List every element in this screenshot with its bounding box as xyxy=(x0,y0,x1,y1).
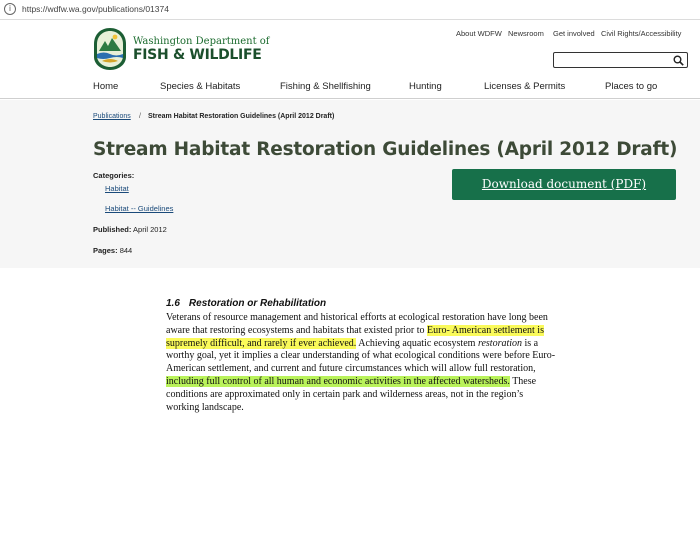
text-run: American settlement, and current and future circumstances which will allow full restoration, xyxy=(166,363,536,375)
nav-licenses-permits[interactable]: Licenses & Permits xyxy=(484,81,566,92)
section-heading xyxy=(166,298,326,309)
site-logo[interactable] xyxy=(93,27,270,73)
pages-info xyxy=(93,246,132,255)
page-title: Stream Habitat Restoration Guidelines (April 2012 Draft) xyxy=(93,139,678,160)
site-info-icon[interactable]: i xyxy=(4,3,16,15)
section-title: Restoration or Rehabilitation xyxy=(188,298,327,309)
util-link-get-involved[interactable]: Get involved xyxy=(553,29,595,38)
breadcrumb-separator: / xyxy=(139,113,141,120)
text-run: conditions are approximated only in certain park and wilderness areas, not in the region’s xyxy=(166,388,524,400)
published-value: April 2012 xyxy=(133,225,167,234)
site-header xyxy=(0,20,700,99)
text-run: working landscape. xyxy=(166,401,244,413)
document-line xyxy=(166,363,588,376)
nav-places-to-go[interactable]: Places to go xyxy=(605,81,658,92)
document-line xyxy=(166,350,588,363)
nav-hunting[interactable]: Hunting xyxy=(409,81,442,92)
highlight-yellow: supremely difficult, and rarely if ever achieved. xyxy=(166,337,357,349)
document-line xyxy=(166,325,588,338)
document-line xyxy=(166,402,588,415)
text-run: aware that restoring ecosystems and habitats that existed prior to xyxy=(166,324,428,336)
search-input[interactable] xyxy=(553,52,688,68)
nav-home[interactable]: Home xyxy=(93,81,119,92)
nav-fishing-shellfishing[interactable]: Fishing & Shellfishing xyxy=(280,81,371,92)
published-label: Published: xyxy=(93,225,132,234)
pages-label: Pages: xyxy=(93,246,118,255)
util-link-about[interactable]: About WDFW xyxy=(456,29,502,38)
document-excerpt xyxy=(166,312,588,414)
breadcrumb-current: Stream Habitat Restoration Guidelines (April 2012 Draft) xyxy=(148,113,335,120)
text-run: Achieving aquatic ecosystem xyxy=(356,337,478,349)
wdfw-badge-icon xyxy=(93,27,127,71)
document-line xyxy=(166,312,588,325)
pages-value: 844 xyxy=(119,246,133,255)
category-link-habitat[interactable]: Habitat xyxy=(105,184,129,193)
publication-header xyxy=(0,100,700,268)
highlight-green: including full control of all human and economic activities in the affected watersheds. xyxy=(166,375,510,387)
text-run: Veterans of resource management and historical efforts at ecological restoration have long been xyxy=(166,312,548,323)
published-info xyxy=(93,225,167,234)
italic-term: restoration xyxy=(477,337,523,349)
nav-species-habitats[interactable]: Species & Habitats xyxy=(160,81,241,92)
document-line xyxy=(166,376,588,389)
text-run: is a xyxy=(522,337,539,349)
address-bar[interactable] xyxy=(0,0,700,20)
download-pdf-button[interactable]: Download document (PDF) xyxy=(452,169,676,200)
highlight-yellow: Euro- American settlement is xyxy=(427,324,544,336)
section-number: 1.6 xyxy=(166,298,180,309)
logo-text-line1: Washington Department of xyxy=(133,36,270,47)
text-run: worthy goal, yet it implies a clear understanding of what ecological conditions were before Euro- xyxy=(166,350,556,362)
document-line xyxy=(166,389,588,402)
url-text[interactable]: https://wdfw.wa.gov/publications/01374 xyxy=(22,4,169,14)
util-link-newsroom[interactable]: Newsroom xyxy=(508,29,544,38)
logo-text-line2: FISH & WILDLIFE xyxy=(133,47,262,63)
category-link-habitat-guidelines[interactable]: Habitat -- Guidelines xyxy=(105,204,174,213)
text-run: These xyxy=(509,375,537,387)
breadcrumb-publications[interactable]: Publications xyxy=(93,113,131,120)
categories-label: Categories: xyxy=(93,171,135,180)
search-icon[interactable] xyxy=(673,55,684,66)
document-line xyxy=(166,338,588,351)
util-link-civil-rights[interactable]: Civil Rights/Accessibility xyxy=(601,29,682,38)
